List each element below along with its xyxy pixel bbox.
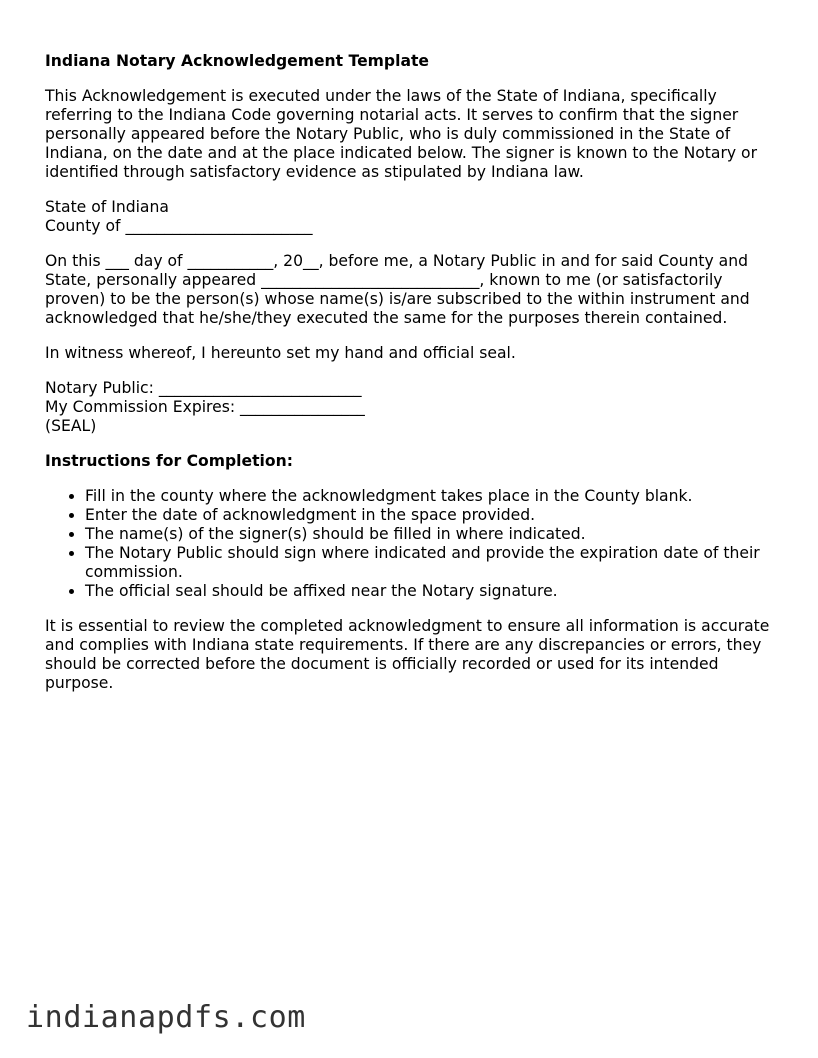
site-watermark: indianapdfs.com [26,1000,306,1035]
seal-line: (SEAL) [45,417,97,435]
list-item: • The Notary Public should sign where indicated and provide the expiration date of their commission. [85,544,785,582]
acknowledgment-body: On this ___ day of ___________, 20__, before me, a Notary Public in and for said County and State, personally appeared ____________________________, known to me (or satisfactorily proven) to be the person(s) whose name(s) is/are subscribed to the within instrument and acknowledged that he/she/they executed the same for the purposes therein contained. [45,252,750,327]
document-page [45,52,785,709]
intro-paragraph: This Acknowledgement is executed under the laws of the State of Indiana, specifically referring to the Indiana Code governing notarial acts. It serves to confirm that the signer personally appeared before the Notary Public, who is duly commissioned in the State of Indiana, on the date and at the place indicated below. The signer is known to the Notary or identified through satisfactory evidence as stipulated by Indiana law. [45,87,757,181]
witness-clause: In witness whereof, I hereunto set my hand and official seal. [45,344,516,362]
instructions-list [45,487,785,601]
notary-public-line: Notary Public: __________________________ [45,379,362,397]
list-item: • Enter the date of acknowledgment in the space provided. [85,506,785,525]
commission-expires-line: My Commission Expires: ________________ [45,398,365,416]
list-item: • The official seal should be affixed near the Notary signature. [85,582,785,601]
closing-paragraph: It is essential to review the completed acknowledgment to ensure all information is accurate and complies with Indiana state requirements. If there are any discrepancies or errors, they should be corrected before the document is officially recorded or used for its intended purpose. [45,617,770,692]
venue-county: County of ________________________ [45,217,313,235]
venue-block [45,198,785,236]
list-item: • The name(s) of the signer(s) should be filled in where indicated. [85,525,785,544]
venue-state: State of Indiana [45,198,169,216]
instructions-heading: Instructions for Completion: [45,452,293,470]
list-item: • Fill in the county where the acknowledgment takes place in the County blank. [85,487,785,506]
document-title: Indiana Notary Acknowledgement Template [45,52,429,70]
signature-block [45,379,785,436]
